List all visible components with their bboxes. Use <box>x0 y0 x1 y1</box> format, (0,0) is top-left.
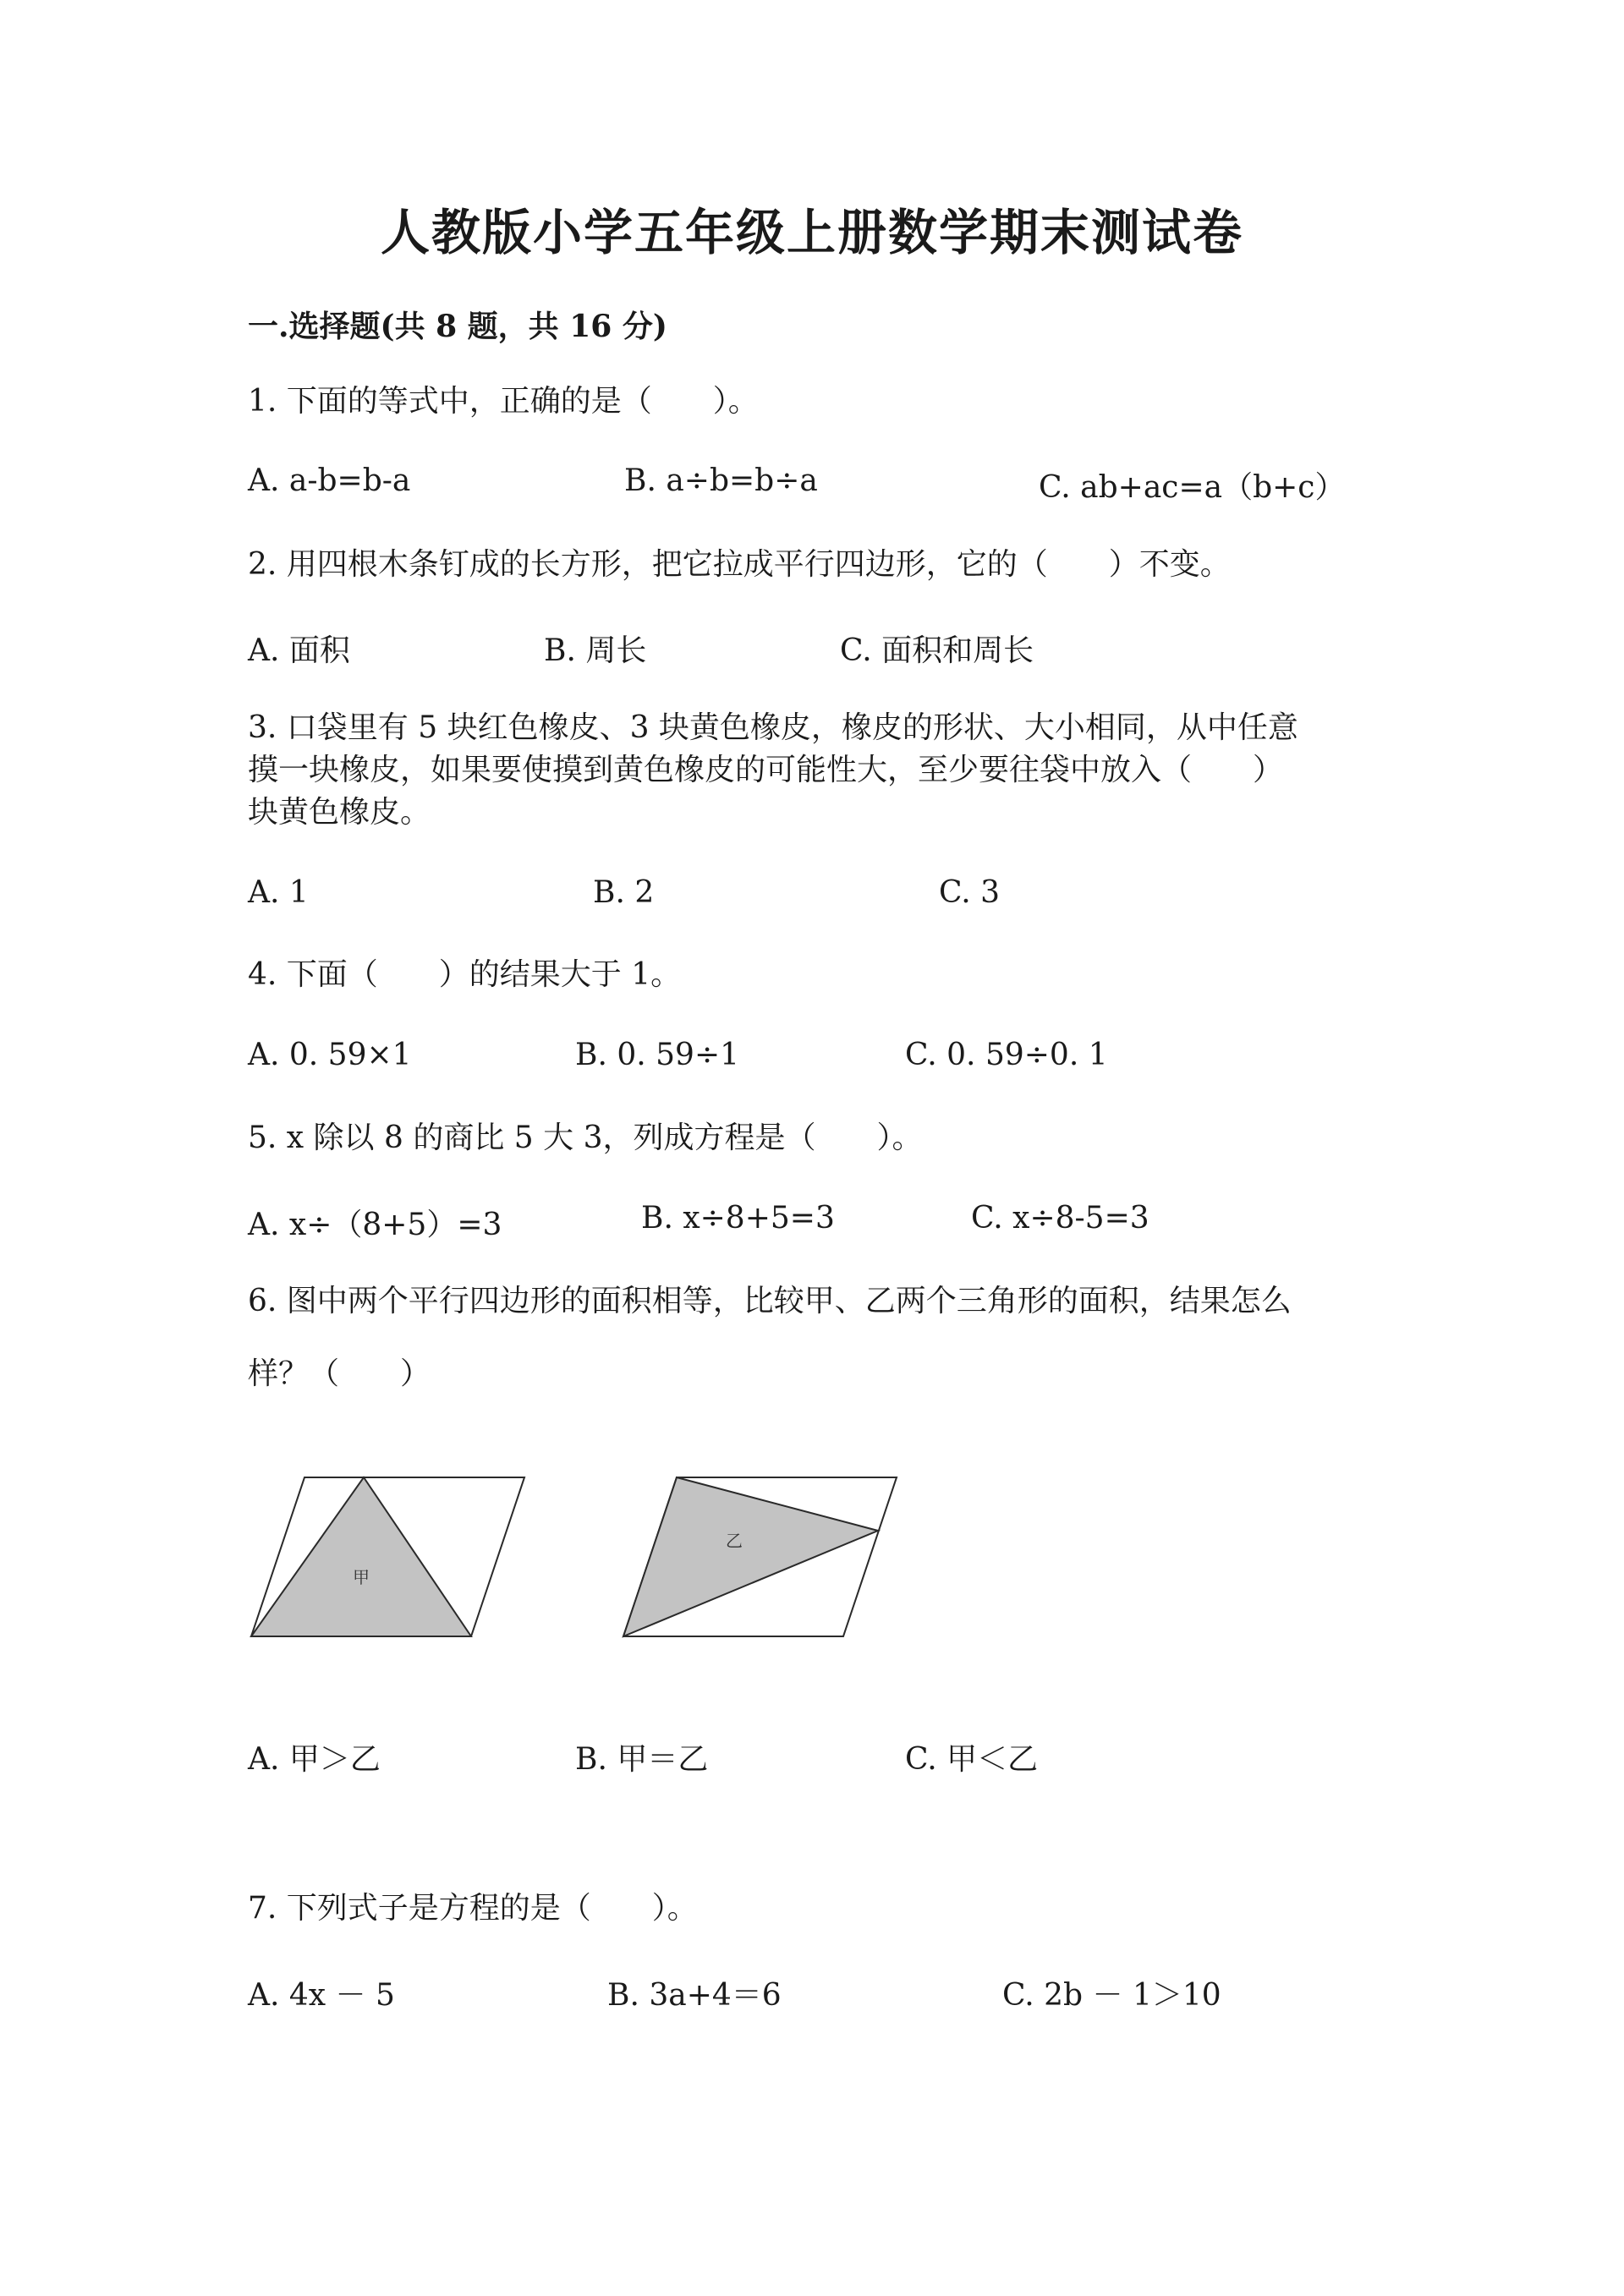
question-2-stem: 2. 用四根木条钉成的长方形，把它拉成平行四边形，它的（ ）不变。 <box>248 547 1231 582</box>
question-3-option-c: C. 3 <box>939 875 1001 910</box>
question-4-stem: 4. 下面（ ）的结果大于 1。 <box>248 957 682 992</box>
parallelogram-right <box>623 1477 897 1636</box>
question-5-option-a: A. x÷（8+5）=3 <box>248 1208 502 1242</box>
question-2-option-a: A. 面积 <box>248 633 350 668</box>
page-title: 人教版小学五年级上册数学期末测试卷 <box>380 204 1243 261</box>
question-7-option-c: C. 2b － 1＞10 <box>1002 1978 1221 2013</box>
question-3-option-a: A. 1 <box>248 875 309 910</box>
question-2-option-c: C. 面积和周长 <box>840 633 1034 668</box>
question-4-option-c: C. 0. 59÷0. 1 <box>905 1038 1108 1072</box>
question-7-stem: 7. 下列式子是方程的是（ ）。 <box>248 1891 698 1926</box>
question-4-option-b: B. 0. 59÷1 <box>575 1038 740 1072</box>
parallelogram-left <box>251 1477 524 1636</box>
question-3-stem-line-3: 块黄色橡皮。 <box>248 795 431 830</box>
question-7-option-a: A. 4x － 5 <box>248 1978 395 2013</box>
question-1-option-a: A. a-b=b-a <box>248 463 411 498</box>
question-6-stem-line-1: 6. 图中两个平行四边形的面积相等，比较甲、乙两个三角形的面积，结果怎么 <box>248 1284 1292 1318</box>
question-3-option-b: B. 2 <box>593 875 655 910</box>
question-6-option-c: C. 甲＜乙 <box>905 1742 1039 1777</box>
section-heading: 一.选择题(共 8 题，共 16 分) <box>248 309 667 344</box>
question-5-option-c: C. x÷8-5=3 <box>971 1201 1149 1236</box>
question-6-option-a: A. 甲＞乙 <box>248 1742 381 1777</box>
question-6-stem-line-2: 样？（ ） <box>248 1356 431 1391</box>
question-4-option-a: A. 0. 59×1 <box>248 1038 412 1072</box>
question-1-stem: 1. 下面的等式中，正确的是（ ）。 <box>248 384 759 419</box>
question-2-option-b: B. 周长 <box>544 633 647 668</box>
parallelograms-figure <box>250 1467 909 1649</box>
question-3-stem-line-1: 3. 口袋里有 5 块红色橡皮、3 块黄色橡皮，橡皮的形状、大小相同，从中任意 <box>248 710 1298 745</box>
question-5-option-b: B. x÷8+5=3 <box>641 1201 835 1236</box>
question-1-option-b: B. a÷b=b÷a <box>624 463 818 498</box>
question-6-option-b: B. 甲＝乙 <box>575 1742 709 1777</box>
question-1-option-c: C. ab+ac=a（b+c） <box>1039 470 1346 505</box>
label-jia: 甲 <box>353 1567 370 1587</box>
question-3-stem-line-2: 摸一块橡皮，如果要使摸到黄色橡皮的可能性大，至少要往袋中放入（ ） <box>248 753 1284 787</box>
question-7-option-b: B. 3a+4＝6 <box>607 1978 782 2013</box>
question-5-stem: 5. x 除以 8 的商比 5 大 3，列成方程是（ ）。 <box>248 1121 923 1155</box>
label-yi: 乙 <box>726 1531 743 1551</box>
triangle-jia <box>251 1477 471 1636</box>
triangle-yi <box>623 1477 878 1636</box>
